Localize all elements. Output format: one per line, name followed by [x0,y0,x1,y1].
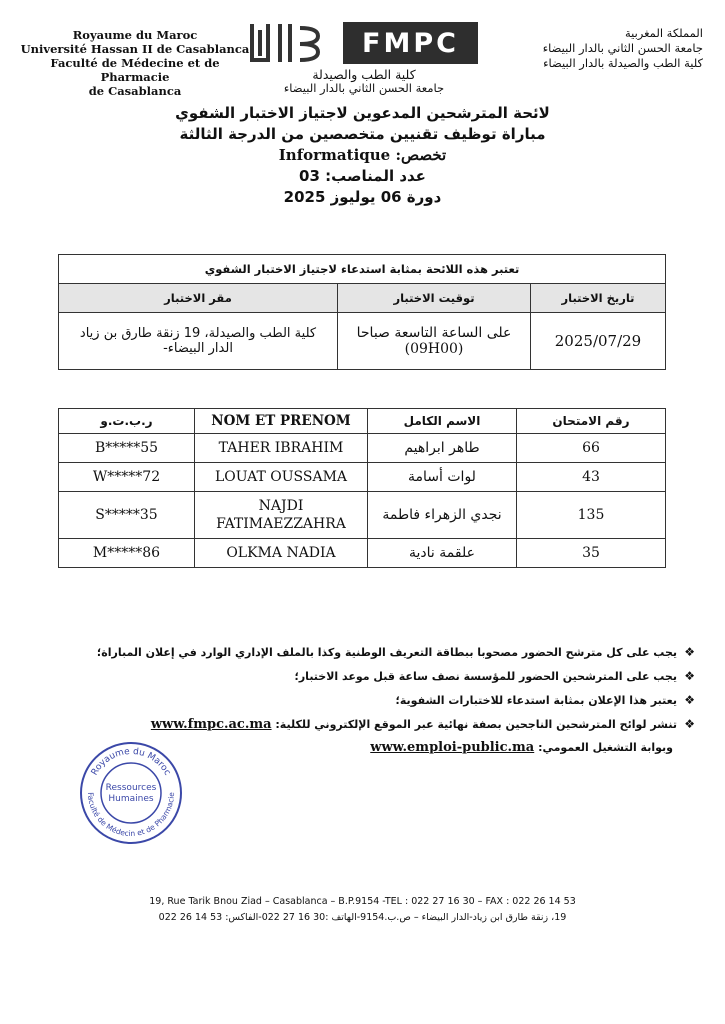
note-text: يجب على المترشحين الحضور للمؤسسة نصف ساعة قبل موعد الاختبار؛ [294,670,677,683]
name-french: LOUAT OUSSAMA [195,463,368,492]
cin-masked: B*****55 [59,434,195,463]
exam-number: 135 [517,492,666,539]
header-right-line: جامعة الحسن الثاني بالدار البيضاء [542,41,703,55]
header-exam-time: توقيت الاختبار [338,284,531,313]
diamond-bullet-icon: ❖ [684,717,695,731]
name-arabic: طاهر ابراهيم [368,434,517,463]
diamond-bullet-icon: ❖ [684,645,695,659]
exam-time-code: (09H00) [404,341,464,357]
cin-masked: M*****86 [59,539,195,568]
header-left-line: Université Hassan II de Casablanca [20,42,250,56]
header-right-arabic [503,26,703,71]
exam-time-text: على الساعة التاسعة صباحا [356,325,512,341]
title-positions: عدد المناصب: 03 [299,167,426,185]
notes-list [96,640,695,760]
header-left-line: Royaume du Maroc [72,28,198,42]
table-row [59,539,666,568]
header-exam-place: مقر الاختبار [59,284,338,313]
note-text: يعتبر هذا الإعلان بمثابة استدعاء للاختبارات الشفوية؛ [395,694,677,707]
list-item [135,664,695,688]
header-left-french [20,28,250,98]
exam-number: 35 [517,539,666,568]
cin-masked: S*****35 [59,492,195,539]
name-arabic: نجدي الزهراء فاطمة [368,492,517,539]
list-item [96,640,695,664]
portal-label: وبوابة التشغيل العمومي: [538,741,673,754]
name-french: TAHER IBRAHIM [195,434,368,463]
header-left-line: de Casablanca [88,84,182,98]
diamond-bullet-icon: ❖ [684,693,695,707]
name-arabic: علقمة نادية [368,539,517,568]
faculty-website-link[interactable]: www.fmpc.ac.ma [150,717,272,732]
stamp-outer-text: Royaume du Maroc [89,746,173,778]
title-specialty: تخصص: Informatique [278,146,447,164]
table-row [59,463,666,492]
cin-masked: W*****72 [59,463,195,492]
name-arabic: لوات أسامة [368,463,517,492]
header-full-name-ar: الاسم الكامل [368,409,517,434]
table-row [59,434,666,463]
title-line-1: لائحة المترشحين المدعوين لاجتياز الاختبار الشفوي [175,104,550,122]
footer-address-fr: 19, Rue Tarik Bnou Ziad – Casablanca – B.P.9154 -TEL : 022 27 16 30 – FAX : 022 26 14 53 [149,896,576,907]
stamp-outer-text-2: Faculté de Médecin et de Pharmacie [85,792,177,839]
exam-number: 66 [517,434,666,463]
diamond-bullet-icon: ❖ [684,669,695,683]
title-session: دورة 06 يوليوز 2025 [283,188,442,206]
name-french: NAJDI FATIMAEZZAHRA [195,492,368,539]
exam-time-value [338,313,531,370]
hr-stamp [78,740,184,846]
name-french: OLKMA NADIA [195,539,368,568]
footer-address-ar: 19، زنقة طارق ابن زياد-الدار البيضاء – ص.ب.9154-الهاتف :30 16 27 022-الفاكس: 53 14 26 022 [158,912,567,923]
logo-arabic-faculty: كلية الطب والصيدلة [312,67,416,82]
candidates-table [58,408,666,568]
header-full-name-fr: NOM ET PRENOM [195,409,368,434]
university-logo-icon [248,22,336,66]
logo-arabic-university: جامعة الحسن الثاني بالدار البيضاء [283,81,445,95]
header-left-line: Faculté de Médecine et de Pharmacie [50,56,220,84]
stamp-inner-2: Humaines [108,794,154,804]
exam-info-caption: تعتبر هذه اللائحة بمثابة استدعاء لاجتياز الاختبار الشفوي [59,255,666,284]
list-item [135,736,695,760]
header-exam-date: تاريخ الاختبار [531,284,666,313]
fmpc-logo: FMPC [343,22,478,64]
exam-date-value: 2025/07/29 [531,313,666,370]
title-line-2: مباراة توظيف تقنيين متخصصين من الدرجة الثالثة [179,125,546,143]
list-item [135,688,695,712]
header-cin: ر.ب.ت.و [59,409,195,434]
emploi-public-link[interactable]: www.emploi-public.ma [370,740,535,755]
exam-info-table [58,254,666,370]
list-item [135,712,695,736]
table-row [59,492,666,539]
note-text: يجب على كل مترشح الحضور مصحوبا ببطاقة التعريف الوطنية وكذا بالملف الإداري الوارد في إعلان المباراة؛ [96,646,677,659]
stamp-inner-1: Ressources [105,783,157,793]
note-text: تنشر لوائح المترشحين الناجحين بصفة نهائية عبر الموقع الإلكتروني للكلية: [275,718,677,731]
header-exam-number: رقم الامتحان [517,409,666,434]
header-right-line: كلية الطب والصيدلة بالدار البيضاء [543,56,703,70]
exam-number: 43 [517,463,666,492]
header-right-line: المملكة المغربية [624,26,703,40]
exam-place-value: كلية الطب والصيدلة، 19 زنقة طارق بن زياد الدار البيضاء- [59,313,338,370]
